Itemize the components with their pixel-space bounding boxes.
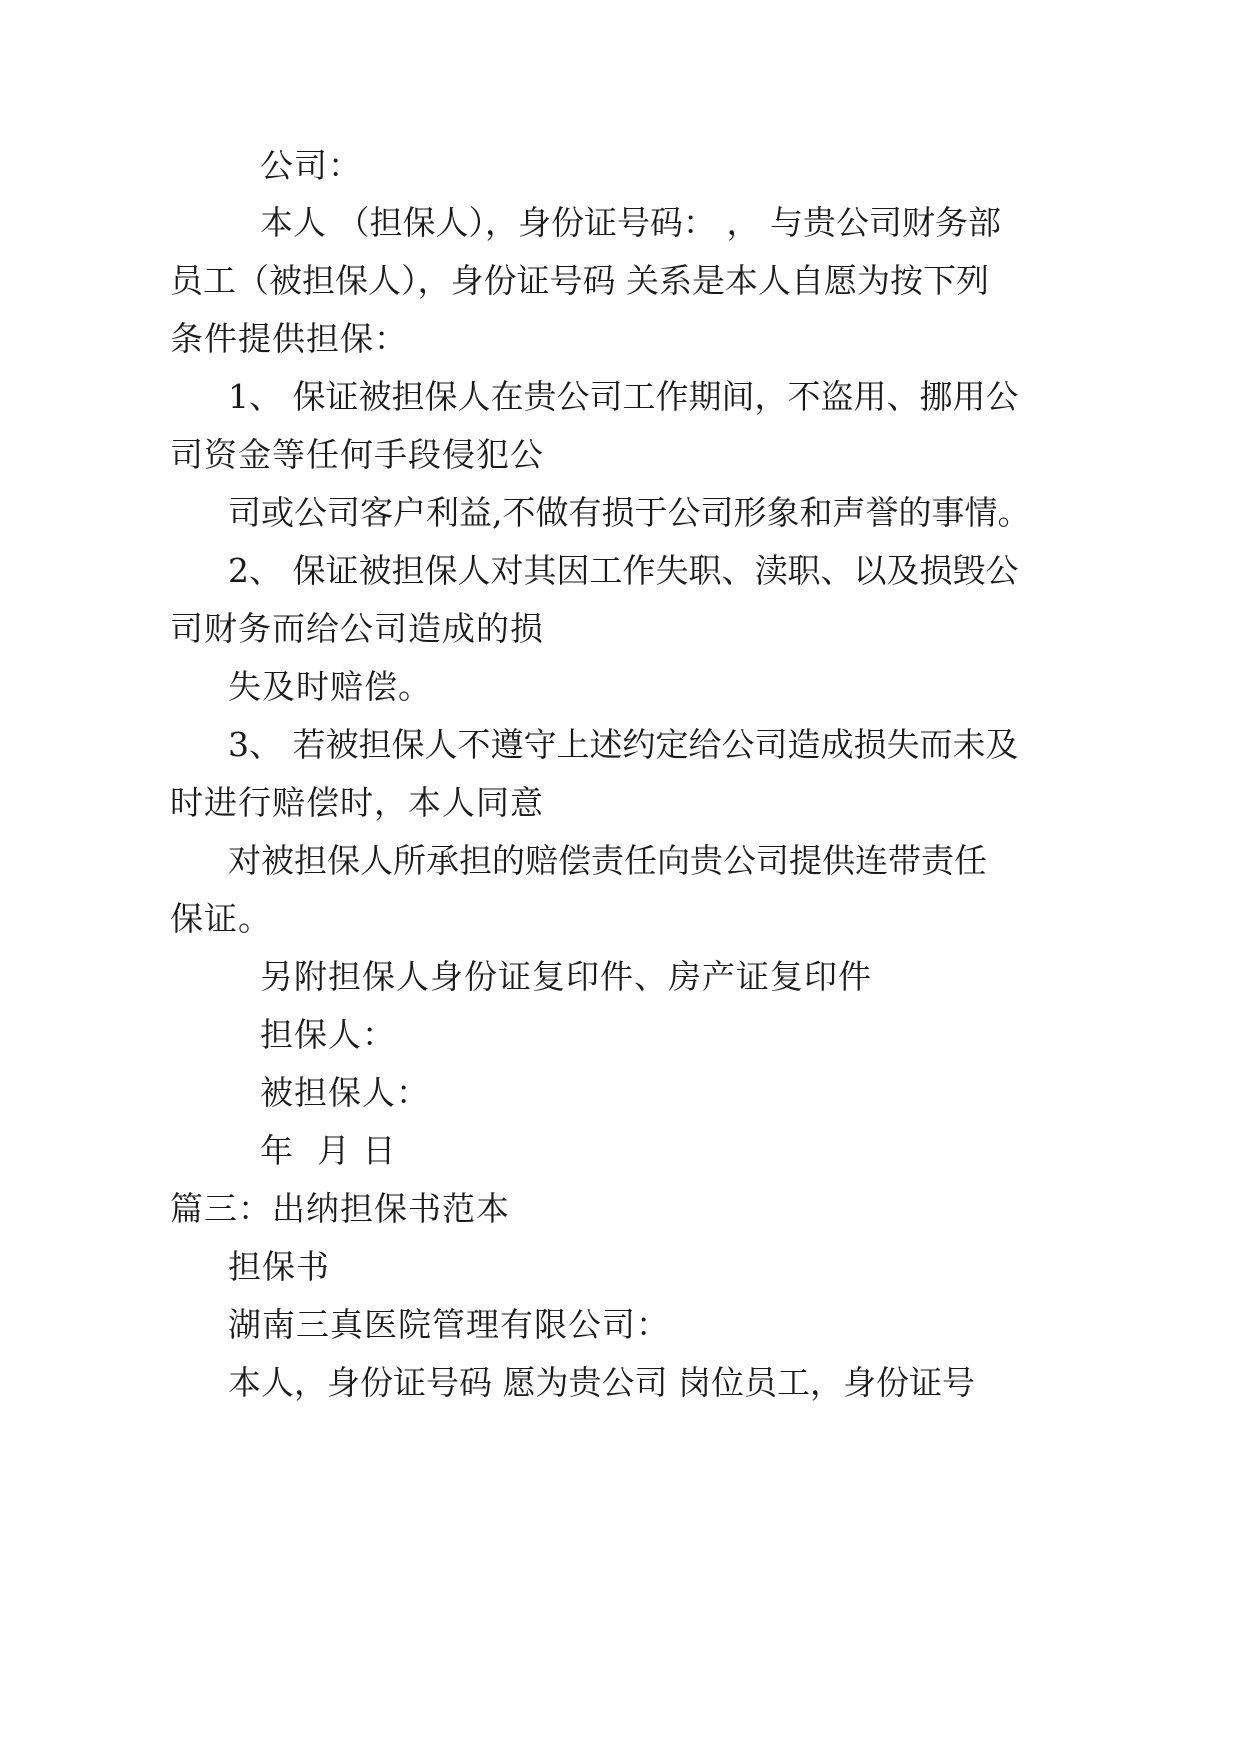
paragraph-1-line-1: 本人 （担保人），身份证号码： ， 与贵公司财务部 — [260, 203, 1001, 242]
date-line: 年 月 日 — [260, 1131, 397, 1170]
clause-3-line-1: 3、 若被担保人不遵守上述约定给公司造成损失而未及 — [228, 725, 1019, 764]
salutation-line: 公司： — [260, 146, 362, 185]
guarantor-signature-label: 担保人： — [260, 1015, 396, 1054]
document-title: 担保书 — [228, 1247, 330, 1286]
addressee-line: 湖南三真医院管理有限公司： — [228, 1305, 670, 1344]
guaranteed-person-signature-label: 被担保人： — [260, 1073, 430, 1112]
attachment-note: 另附担保人身份证复印件、房产证复印件 — [260, 957, 872, 996]
clause-2-line-2: 司财务而给公司造成的损 — [170, 609, 544, 648]
clause-3-line-3: 对被担保人所承担的赔偿责任向贵公司提供连带责任 — [228, 841, 987, 880]
clause-3-line-4: 保证。 — [170, 899, 272, 938]
clause-1-line-2: 司资金等任何手段侵犯公 — [170, 435, 544, 474]
clause-1-line-3: 司或公司客户利益,不做有损于公司形象和声誉的事情。 — [228, 493, 1031, 532]
paragraph-1-line-3: 条件提供担保： — [170, 319, 408, 358]
body-line-final: 本人，身份证号码 愿为贵公司 岗位员工，身份证号 — [228, 1363, 975, 1402]
clause-3-line-2: 时进行赔偿时，本人同意 — [170, 783, 544, 822]
clause-1-line-1: 1、 保证被担保人在贵公司工作期间，不盗用、挪用公 — [228, 377, 1019, 416]
paragraph-1-line-2: 员工（被担保人），身份证号码 关系是本人自愿为按下列 — [170, 261, 989, 300]
section-heading: 篇三：出纳担保书范本 — [170, 1189, 510, 1228]
clause-2-line-1: 2、 保证被担保人对其因工作失职、渎职、以及损毁公 — [228, 551, 1019, 590]
clause-2-line-3: 失及时赔偿。 — [228, 667, 432, 706]
